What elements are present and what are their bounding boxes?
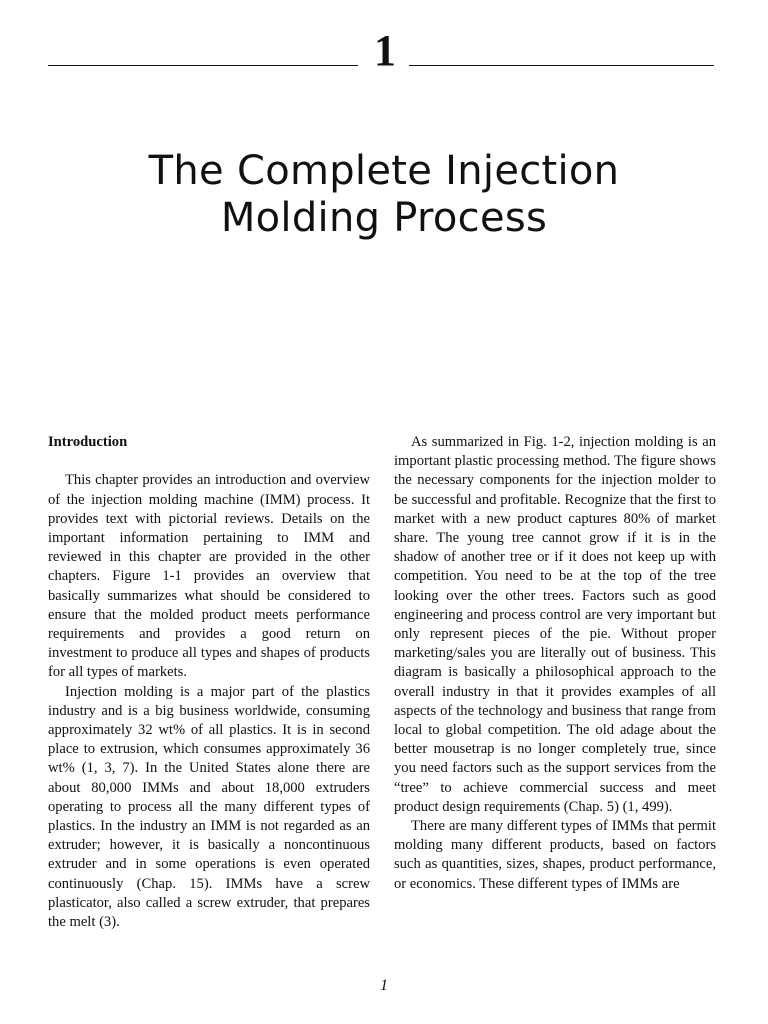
right-column bbox=[394, 433, 716, 894]
chapter-header bbox=[48, 26, 714, 80]
section-heading-introduction: Introduction bbox=[48, 434, 128, 450]
left-column bbox=[48, 433, 370, 932]
chapter-number: 1 bbox=[374, 26, 396, 75]
paragraph: This chapter provides an introduction and overview of the injection molding machine (IMM) process. It provides text with pictorial reviews. Details on the important information pertaining to IMM and reviewed in this chapter are provided in the other chapters. Figure 1-1 provides an overview that basically summarizes what should be considered to ensure that the molded product meets performance requirements and provides a good return on investment to produce all types and shapes of products for all types of markets. bbox=[48, 472, 370, 681]
chapter-title-line-1: The Complete Injection bbox=[148, 148, 620, 194]
chapter-title-line-2: Molding Process bbox=[220, 195, 548, 241]
chapter-title bbox=[0, 148, 768, 242]
header-rule-left bbox=[48, 65, 358, 66]
paragraph: As summarized in Fig. 1-2, injection molding is an important plastic processing method. The figure shows the necessary components for the injection molder to be successful and profitable. Recognize that the first to market with a new product captures 80% of market share. The young tree cannot grow if it is in the shadow of another tree or if it does not keep up with competition. You need to be at the top of the tree looking over the other trees. Factors such as good engineering and process control are very important but only represent pieces of the pie. Without proper marketing/sales you are literally out of business. This diagram is basically a philosophical approach to the overall industry in that it provides examples of all aspects of the technology and business that range from local to global competition. The old adage about the better mousetrap is no longer completely true, since you need factors such as the support services from the “tree” to achieve commercial success and meet product design requirements (Chap. 5) (1, 499). bbox=[394, 434, 716, 815]
paragraph: There are many different types of IMMs that permit molding many different products, based on factors such as quantities, sizes, shapes, product performance, or economics. These different types of IMMs are bbox=[394, 818, 716, 892]
page-number: 1 bbox=[380, 977, 388, 994]
paragraph: Injection molding is a major part of the plastics industry and is a big business worldwide, consuming approximately 32 wt% of all plastics. It is in second place to extrusion, which consumes approximately 36 wt% (1, 3, 7). In the United States alone there are about 80,000 IMMs and about 18,000 extruders operating to process all the many different types of plastics. In the industry an IMM is not regarded as an extruder; however, it is basically a noncontinuous extruder and in some operations is even operated continuously (Chap. 15). IMMs have a screw plasticator, also called a screw extruder, that prepares the melt (3). bbox=[48, 683, 370, 931]
header-rule-right bbox=[409, 65, 714, 66]
